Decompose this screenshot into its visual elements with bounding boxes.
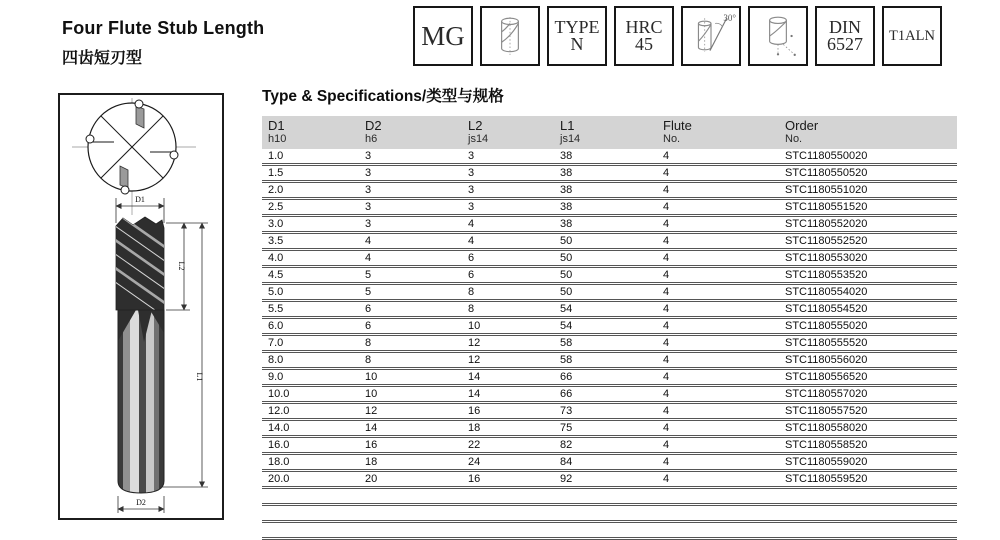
table-cell: 4: [663, 337, 670, 349]
table-cell: 18.0: [268, 456, 290, 468]
badge-tool-sketch: [480, 6, 540, 66]
table-cell: 4: [663, 286, 670, 298]
badge-type-line1: TYPE: [554, 16, 600, 37]
empty-table-row: [262, 505, 957, 522]
empty-cell: [554, 522, 657, 539]
table-cell: 6: [468, 252, 475, 264]
table-row: [262, 233, 957, 250]
table-cell: 4.5: [268, 269, 284, 281]
badge-coating-tialn: [882, 6, 942, 66]
table-cell: 3.0: [268, 218, 284, 230]
empty-cell: [462, 522, 554, 539]
column-header-l1: L1 js14: [554, 116, 657, 149]
table-cell: 5.5: [268, 303, 284, 315]
table-cell: 16: [468, 473, 481, 485]
table-cell: 3: [365, 150, 372, 162]
table-cell: 2.0: [268, 184, 284, 196]
table-cell: 22: [468, 439, 481, 451]
table-cell: 4: [468, 235, 475, 247]
column-header-flute: Flute No.: [657, 116, 779, 149]
table-cell: 38: [560, 167, 573, 179]
table-row: [262, 199, 957, 216]
table-cell: 8: [468, 303, 475, 315]
table-cell: 4: [663, 422, 670, 434]
table-cell: 16: [468, 405, 481, 417]
column-header-d1: D1 h10: [262, 116, 359, 149]
table-cell: 6.0: [268, 320, 284, 332]
table-cell: 12: [468, 354, 481, 366]
table-cell: 18: [365, 456, 378, 468]
spec-table-head: [262, 116, 957, 149]
table-cell: STC1180557520: [785, 405, 868, 417]
center-cutting-icon: [755, 13, 801, 59]
table-cell: 20.0: [268, 473, 290, 485]
table-cell: 10: [365, 388, 378, 400]
table-cell: 20: [365, 473, 378, 485]
table-cell: STC1180555520: [785, 337, 868, 349]
empty-cell: [462, 488, 554, 505]
table-cell: 4: [663, 150, 670, 162]
table-cell: 38: [560, 218, 573, 230]
table-cell: STC1180550520: [785, 167, 868, 179]
table-cell: 2.5: [268, 201, 284, 213]
table-cell: 4: [365, 252, 372, 264]
table-row: [262, 369, 957, 386]
empty-cell: [262, 488, 359, 505]
dim-label-d2: D2: [136, 498, 146, 507]
spec-table-body: [262, 149, 957, 539]
badge-din-6527: [815, 6, 875, 66]
table-cell: 14: [468, 388, 481, 400]
table-cell: STC1180550020: [785, 150, 868, 162]
table-cell: 38: [560, 150, 573, 162]
table-cell: 4: [663, 405, 670, 417]
badge-din-line2: 6527: [827, 34, 863, 54]
table-row: [262, 352, 957, 369]
table-row: [262, 267, 957, 284]
table-cell: 4.0: [268, 252, 284, 264]
table-cell: 4: [663, 473, 670, 485]
table-row: [262, 149, 957, 165]
table-cell: 3: [365, 184, 372, 196]
table-cell: 4: [663, 201, 670, 213]
table-cell: 38: [560, 201, 573, 213]
table-row: [262, 471, 957, 488]
table-cell: 4: [663, 167, 670, 179]
table-cell: 6: [365, 320, 372, 332]
spec-table-header-row: [262, 116, 957, 149]
empty-cell: [657, 488, 779, 505]
table-cell: 12: [365, 405, 378, 417]
table-cell: 82: [560, 439, 573, 451]
badge-type-line2: N: [570, 34, 584, 54]
table-cell: 9.0: [268, 371, 284, 383]
table-cell: 4: [663, 303, 670, 315]
empty-cell: [359, 522, 462, 539]
table-cell: 24: [468, 456, 481, 468]
table-row: [262, 182, 957, 199]
badge-hrc-line2: 45: [635, 34, 653, 54]
table-cell: STC1180553020: [785, 252, 868, 264]
spec-table: [262, 116, 957, 540]
table-cell: 5: [365, 286, 372, 298]
table-cell: 8: [365, 337, 372, 349]
helix-angle-value: 30°: [723, 13, 736, 23]
dim-label-l2: L2: [177, 261, 186, 271]
spec-section: [262, 84, 957, 540]
badge-center-cutting: [748, 6, 808, 66]
table-cell: 1.0: [268, 150, 284, 162]
table-cell: 66: [560, 388, 573, 400]
table-cell: 50: [560, 235, 573, 247]
table-cell: 4: [663, 371, 670, 383]
title-chinese: 四齿短刃型: [62, 50, 143, 67]
table-cell: 54: [560, 303, 573, 315]
table-cell: 50: [560, 252, 573, 264]
empty-cell: [779, 488, 957, 505]
table-cell: 6: [365, 303, 372, 315]
table-cell: STC1180556020: [785, 354, 868, 366]
table-cell: 12.0: [268, 405, 290, 417]
empty-cell: [779, 505, 957, 522]
table-row: [262, 301, 957, 318]
table-row: [262, 216, 957, 233]
table-cell: 4: [663, 354, 670, 366]
badge-hrc-line1: HRC: [625, 16, 663, 37]
table-cell: STC1180553520: [785, 269, 868, 281]
table-row: [262, 318, 957, 335]
table-cell: 4: [663, 235, 670, 247]
empty-cell: [554, 488, 657, 505]
table-cell: 50: [560, 286, 573, 298]
table-row: [262, 165, 957, 182]
table-cell: 4: [663, 218, 670, 230]
table-cell: 58: [560, 354, 573, 366]
table-cell: 38: [560, 184, 573, 196]
table-cell: STC1180551520: [785, 201, 868, 213]
table-cell: 4: [663, 252, 670, 264]
table-row: [262, 437, 957, 454]
table-cell: 8: [468, 286, 475, 298]
table-cell: 3: [468, 201, 475, 213]
spec-badges: [413, 6, 942, 66]
table-row: [262, 335, 957, 352]
dim-label-l1: L1: [195, 372, 204, 382]
badge-hardness-hrc45: [614, 6, 674, 66]
table-cell: 14: [365, 422, 378, 434]
badge-material-mg: [413, 6, 473, 66]
table-cell: 8: [365, 354, 372, 366]
badge-type-n: [547, 6, 607, 66]
table-cell: 5: [365, 269, 372, 281]
table-cell: 73: [560, 405, 573, 417]
table-cell: 4: [663, 269, 670, 281]
empty-cell: [779, 522, 957, 539]
empty-cell: [262, 522, 359, 539]
table-row: [262, 403, 957, 420]
dim-label-d1: D1: [135, 195, 145, 204]
table-cell: 12: [468, 337, 481, 349]
table-cell: 4: [663, 320, 670, 332]
table-cell: 10: [468, 320, 481, 332]
column-header-l2: L2 js14: [462, 116, 554, 149]
empty-table-row: [262, 522, 957, 539]
table-cell: STC1180558520: [785, 439, 868, 451]
table-cell: STC1180554520: [785, 303, 868, 315]
table-cell: 16: [365, 439, 378, 451]
table-cell: 3: [468, 184, 475, 196]
table-cell: 92: [560, 473, 573, 485]
table-row: [262, 250, 957, 267]
table-cell: STC1180552520: [785, 235, 868, 247]
table-cell: 8.0: [268, 354, 284, 366]
table-cell: 84: [560, 456, 573, 468]
table-cell: 3: [468, 150, 475, 162]
table-cell: 66: [560, 371, 573, 383]
table-cell: STC1180556520: [785, 371, 868, 383]
table-cell: STC1180559020: [785, 456, 868, 468]
end-mill-drawing: [60, 95, 222, 518]
column-header-d2: D2 h6: [359, 116, 462, 149]
table-cell: STC1180551020: [785, 184, 868, 196]
badge-mg-label: MG: [421, 20, 465, 51]
table-cell: 4: [663, 439, 670, 451]
table-cell: 4: [663, 184, 670, 196]
table-row: [262, 454, 957, 471]
table-cell: 16.0: [268, 439, 290, 451]
empty-cell: [359, 505, 462, 522]
badge-tialn-label: T1ALN: [889, 27, 935, 44]
table-cell: STC1180555020: [785, 320, 868, 332]
table-cell: 14: [468, 371, 481, 383]
section-title: Type & Specifications/类型与规格: [262, 88, 504, 105]
table-row: [262, 420, 957, 437]
table-cell: 1.5: [268, 167, 284, 179]
table-row: [262, 386, 957, 403]
page-title: [62, 18, 264, 68]
badge-helix-angle: [681, 6, 741, 66]
end-mill-sketch-icon: [487, 13, 533, 59]
badge-din-line1: DIN: [829, 16, 861, 37]
column-header-order: Order No.: [779, 116, 957, 149]
table-cell: 10: [365, 371, 378, 383]
table-cell: 3: [468, 167, 475, 179]
table-cell: 3: [365, 218, 372, 230]
empty-cell: [359, 488, 462, 505]
table-cell: 4: [468, 218, 475, 230]
table-cell: 54: [560, 320, 573, 332]
table-cell: 10.0: [268, 388, 290, 400]
table-cell: 50: [560, 269, 573, 281]
table-cell: 4: [663, 456, 670, 468]
tool-diagram: [58, 93, 224, 520]
table-cell: 6: [468, 269, 475, 281]
table-cell: 18: [468, 422, 481, 434]
empty-cell: [657, 505, 779, 522]
table-cell: STC1180559520: [785, 473, 868, 485]
table-cell: 14.0: [268, 422, 290, 434]
table-cell: 5.0: [268, 286, 284, 298]
table-row: [262, 284, 957, 301]
empty-cell: [554, 505, 657, 522]
table-cell: 58: [560, 337, 573, 349]
title-english: Four Flute Stub Length: [62, 18, 265, 38]
table-cell: 3: [365, 201, 372, 213]
table-cell: STC1180557020: [785, 388, 868, 400]
table-cell: 7.0: [268, 337, 284, 349]
table-cell: 75: [560, 422, 573, 434]
empty-table-row: [262, 488, 957, 505]
table-cell: 3.5: [268, 235, 284, 247]
table-cell: 4: [663, 388, 670, 400]
empty-cell: [462, 505, 554, 522]
empty-cell: [657, 522, 779, 539]
empty-cell: [262, 505, 359, 522]
table-cell: STC1180554020: [785, 286, 868, 298]
table-cell: STC1180558020: [785, 422, 868, 434]
table-cell: 3: [365, 167, 372, 179]
table-cell: STC1180552020: [785, 218, 868, 230]
table-cell: 4: [365, 235, 372, 247]
